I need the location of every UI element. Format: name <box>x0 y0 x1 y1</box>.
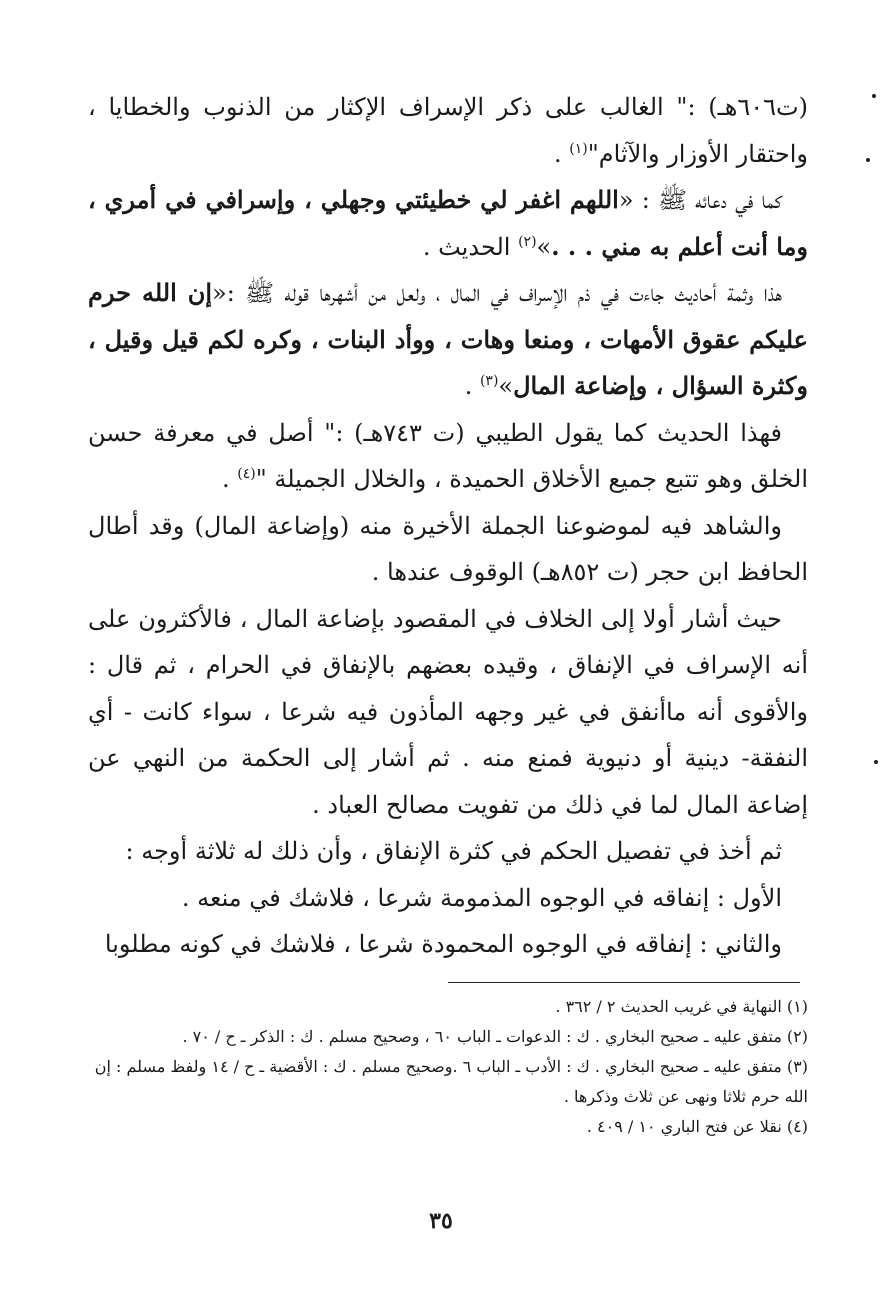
footnote-ref-3: (٣) <box>479 373 499 389</box>
paragraph-4: فهذا الحديث كما يقول الطيبي (ت ٧٤٣هـ) :" أصل في معرفة حسن الخلق وهو تتبع جميع الأخلاق الحميدة ، والخلال الجميلة "$^{(٤)}$ . <box>88 418 808 493</box>
footnote-3: (٣) متفق عليه ـ صحيح البخاري . ك : الأدب ـ الباب ٦ .وصحيح مسلم . ك : الأقضية ـ ح / ١٤ ولفظ مسلم : إن الله حرم ثلاثا ونهى عن ثلاث وذكرها . <box>94 1057 808 1106</box>
footnote-ref-1: (١) <box>569 140 588 157</box>
paragraph-4-text: فهذا الحديث كما يقول الطيبي (ت ٧٤٣هـ) :" أصل في معرفة حسن الخلق وهو تتبع جميع الأخلاق الحميدة ، والخلال الجميلة " <box>88 418 808 493</box>
paragraph-5: والشاهد فيه لموضوعنا الجملة الأخيرة منه (وإضاعة المال) وقد أطال الحافظ ابن حجر (ت ٨٥٢هـ) الوقوف عندها . <box>88 511 808 586</box>
footnote-1: (١) النهاية في غريب الحديث ٢ / ٣٦٢ . <box>555 997 808 1016</box>
footnote-2: (٢) متفق عليه ـ صحيح البخاري . ك : الدعوات ـ الباب ٦٠ ، وصحيح مسلم . ك : الذكر ـ ح / ٧٠ . <box>182 1027 808 1046</box>
paragraph-2-intro: كما في دعائه ﷺ : « <box>618 186 783 214</box>
paragraph-7: ثم أخذ في تفصيل الحكم في كثرة الإنفاق ، وأن ذلك له ثلاثة أوجه : <box>125 837 782 865</box>
main-text <box>88 84 808 968</box>
scan-speck <box>866 158 870 162</box>
hadith-quote-2: إن الله حرم عليكم عقوق الأمهات ، ومنعا وهات ، ووأد البنات ، وكره لكم قيل وقيل ، وكثرة السؤال ، وإضاعة المال <box>88 278 809 400</box>
footnotes <box>88 992 808 1142</box>
paragraph-6: حيث أشار أولا إلى الخلاف في المقصود بإضاعة المال ، فالأكثرون على أنه الإسراف في الإنفاق ، وقيده بعضهم بالإنفاق في الحرام ، ثم قال : والأقوى أنه ماأنفق في غير وجهه المأذون فيه شرعا ، سواء كانت - أي النفقة- دينية أو دنيوية فمنع منه . ثم أشار إلى الحكمة من النهي عن إضاعة المال لما في ذلك من تفويت مصالح العباد . <box>88 604 809 819</box>
hadith-quote-1: اللهم اغفر لي خطيئتي وجهلي ، وإسرافي في أمري ، وما أنت أعلم به مني . . . <box>88 185 808 261</box>
quote-close-1: » <box>536 232 552 261</box>
quote-close-2: » <box>498 372 514 400</box>
page-number: ٣٥ <box>429 1208 453 1234</box>
paragraph-3-intro: هذا وثمة أحاديث جاءت في ذم الإسراف في المال ، ولعل من أشهرها قوله ﷺ :« <box>212 279 783 307</box>
footnote-4: (٤) نقلا عن فتح الباري ١٠ / ٤٠٩ . <box>586 1117 808 1136</box>
footnote-ref-4: (٤) <box>237 466 256 482</box>
scan-speck <box>872 94 876 98</box>
paragraph-2-tail: الحديث . <box>422 232 519 261</box>
paragraph-1: (ت٦٠٦هـ) :" الغالب على ذكر الإسراف الإكثار من الذنوب والخطايا ، واحتقار الأوزار والآثام"$^{(١)}$ . <box>88 93 808 168</box>
footnote-ref-2: (٢) <box>518 233 537 250</box>
paragraph-8: الأول : إنفاقه في الوجوه المذمومة شرعا ، فلاشك في منعه . <box>181 883 782 912</box>
scan-speck <box>874 760 878 764</box>
paragraph-3: هذا وثمة أحاديث جاءت في ذم الإسراف في المال ، ولعل من أشهرها قوله ﷺ :«إن الله حرم عليكم عقوق الأمهات ، ومنعا وهات ، ووأد البنات ، وكره لكم قيل وقيل ، وكثرة السؤال ، وإضاعة المال»$^{(٣)}$ . <box>88 278 809 400</box>
paragraph-1-text: (ت٦٠٦هـ) :" الغالب على ذكر الإسراف الإكثار من الذنوب والخطايا ، واحتقار الأوزار والآثام" <box>88 93 808 168</box>
paragraph-2 <box>88 177 808 270</box>
footnote-separator <box>448 982 800 983</box>
paragraph-9: والثاني : إنفاقه في الوجوه المحمودة شرعا ، فلاشك في كونه مطلوبا <box>104 930 782 958</box>
